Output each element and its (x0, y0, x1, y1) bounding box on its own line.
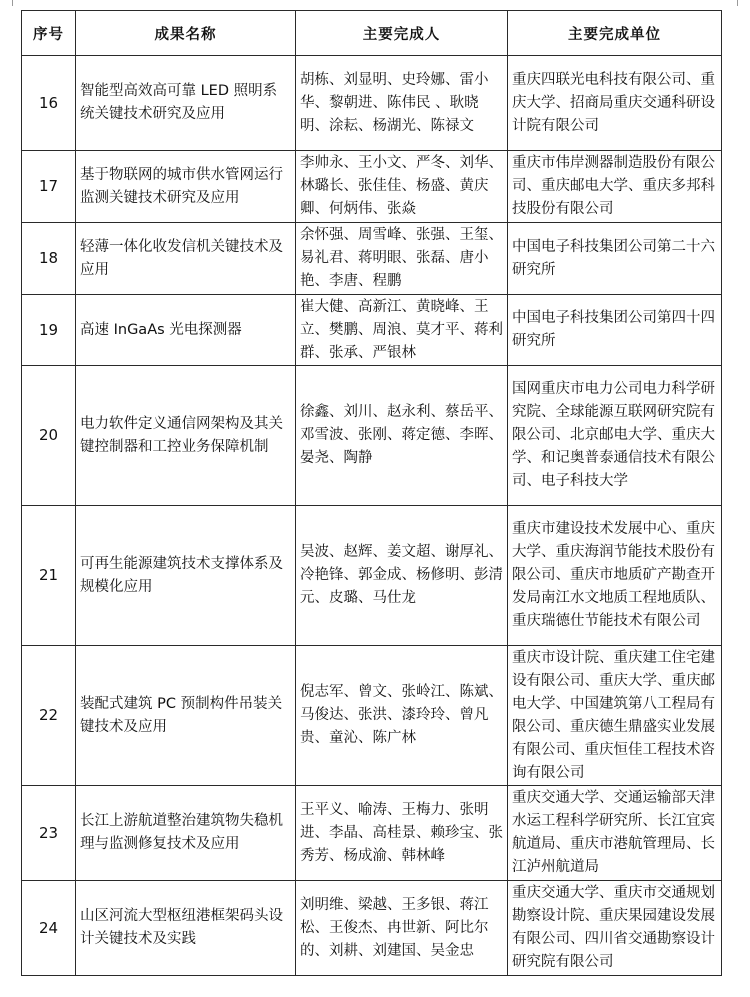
row-main-contributors: 李帅永、王小文、严冬、刘华、林璐长、张佳佳、杨盛、黄庆卿、何炳伟、张焱 (296, 151, 508, 223)
row-serial-number: 19 (22, 295, 76, 366)
page-corner-mark-left (12, 0, 13, 6)
row-serial-number: 16 (22, 56, 76, 151)
header-main-contributors: 主要完成人 (296, 11, 508, 56)
row-main-contributors: 崔大健、高新江、黄晓峰、王立、樊鹏、周浪、莫才平、蒋利群、张承、严银林 (296, 295, 508, 366)
table-row (22, 223, 722, 295)
row-serial-number: 23 (22, 786, 76, 881)
row-main-contributors: 倪志军、曾文、张岭江、陈斌、马俊达、张洪、漆玲玲、曾凡贵、童沁、陈广林 (296, 646, 508, 786)
row-main-contributors: 余怀强、周雪峰、张强、王玺、易礼君、蒋明眼、张磊、唐小艳、李唐、程鹏 (296, 223, 508, 295)
table-row (22, 646, 722, 786)
row-achievement-name: 高速 InGaAs 光电探测器 (76, 295, 296, 366)
row-serial-number: 21 (22, 506, 76, 646)
table-row (22, 295, 722, 366)
row-serial-number: 18 (22, 223, 76, 295)
row-achievement-name: 山区河流大型枢纽港框架码头设计关键技术及实践 (76, 881, 296, 976)
table-row (22, 366, 722, 506)
table-row (22, 56, 722, 151)
row-serial-number: 22 (22, 646, 76, 786)
table-row (22, 506, 722, 646)
awards-table (21, 10, 722, 976)
table-row (22, 151, 722, 223)
row-main-contributors: 刘明维、梁越、王多银、蒋江松、王俊杰、冉世新、阿比尔的、刘耕、刘建国、吴金忠 (296, 881, 508, 976)
row-main-units: 中国电子科技集团公司第四十四研究所 (508, 295, 722, 366)
row-main-units: 重庆市建设技术发展中心、重庆大学、重庆海润节能技术股份有限公司、重庆市地质矿产勘查开发局南江水文地质工程地质队、重庆瑞德仕节能技术有限公司 (508, 506, 722, 646)
header-achievement-name: 成果名称 (76, 11, 296, 56)
row-achievement-name: 可再生能源建筑技术支撑体系及规模化应用 (76, 506, 296, 646)
row-main-units: 重庆市设计院、重庆建工住宅建设有限公司、重庆大学、重庆邮电大学、中国建筑第八工程局有限公司、重庆德生鼎盛实业发展有限公司、重庆恒佳工程技术咨询有限公司 (508, 646, 722, 786)
row-achievement-name: 装配式建筑 PC 预制构件吊装关键技术及应用 (76, 646, 296, 786)
row-main-contributors: 王平义、喻涛、王梅力、张明进、李晶、高桂景、赖珍宝、张秀芳、杨成渝、韩林峰 (296, 786, 508, 881)
table-row (22, 786, 722, 881)
page-corner-mark-right (737, 0, 738, 6)
row-main-units: 重庆市伟岸测器制造股份有限公司、重庆邮电大学、重庆多邦科技股份有限公司 (508, 151, 722, 223)
row-main-units: 重庆交通大学、交通运输部天津水运工程科学研究所、长江宜宾航道局、重庆市港航管理局、长江泸州航道局 (508, 786, 722, 881)
header-main-units: 主要完成单位 (508, 11, 722, 56)
table-header-row (22, 11, 722, 56)
row-main-units: 重庆交通大学、重庆市交通规划勘察设计院、重庆果园建设发展有限公司、四川省交通勘察设计研究院有限公司 (508, 881, 722, 976)
row-main-units: 国网重庆市电力公司电力科学研究院、全球能源互联网研究院有限公司、北京邮电大学、重庆大学、和记奥普泰通信技术有限公司、电子科技大学 (508, 366, 722, 506)
row-serial-number: 17 (22, 151, 76, 223)
row-main-units: 中国电子科技集团公司第二十六研究所 (508, 223, 722, 295)
row-main-units: 重庆四联光电科技有限公司、重庆大学、招商局重庆交通科研设计院有限公司 (508, 56, 722, 151)
row-achievement-name: 电力软件定义通信网架构及其关键控制器和工控业务保障机制 (76, 366, 296, 506)
row-achievement-name: 基于物联网的城市供水管网运行监测关键技术研究及应用 (76, 151, 296, 223)
row-serial-number: 20 (22, 366, 76, 506)
header-serial-number: 序号 (22, 11, 76, 56)
table-row (22, 881, 722, 976)
row-achievement-name: 轻薄一体化收发信机关键技术及应用 (76, 223, 296, 295)
row-serial-number: 24 (22, 881, 76, 976)
row-main-contributors: 徐鑫、刘川、赵永利、蔡岳平、邓雪波、张刚、蒋定德、李晖、晏尧、陶静 (296, 366, 508, 506)
row-main-contributors: 吴波、赵辉、姜文超、谢厚礼、冷艳锋、郭金成、杨修明、彭清元、皮璐、马仕龙 (296, 506, 508, 646)
row-main-contributors: 胡栋、刘显明、史玲娜、雷小华、黎朝进、陈伟民 、耿晓明、涂耘、杨湖光、陈禄文 (296, 56, 508, 151)
row-achievement-name: 长江上游航道整治建筑物失稳机理与监测修复技术及应用 (76, 786, 296, 881)
row-achievement-name: 智能型高效高可靠 LED 照明系统关键技术研究及应用 (76, 56, 296, 151)
